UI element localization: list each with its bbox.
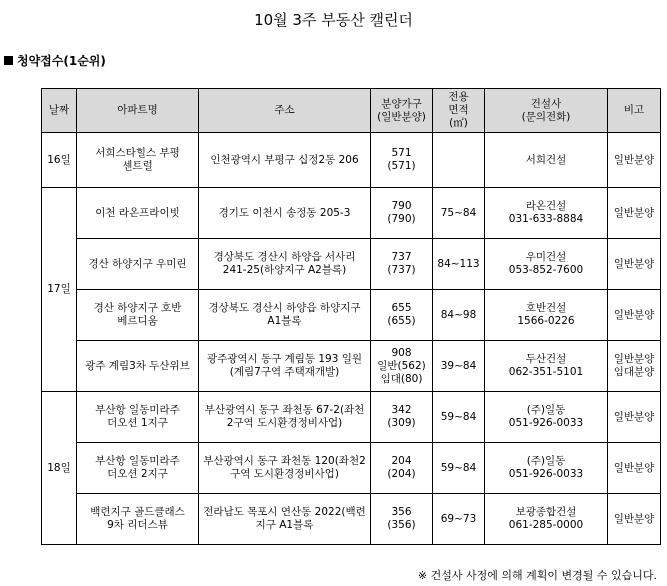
cell-line: (주)일동 — [526, 404, 566, 416]
footer-note: ※ 건설사 사정에 의해 계획이 변경될 수 있습니다. — [417, 569, 657, 582]
cell-line: 571 — [391, 147, 412, 159]
cell-line: 2구역 도시환경정비사업) — [226, 417, 343, 429]
section-heading — [4, 52, 106, 69]
section-label: 청약접수(1순위) — [17, 54, 106, 68]
address-cell — [199, 188, 371, 239]
cell-line: 일반분양 — [613, 257, 655, 270]
builder-cell — [485, 392, 608, 443]
cell-line: (737) — [387, 264, 416, 276]
cell-line: (204) — [387, 468, 416, 480]
cell-line: 일반분양 — [613, 153, 655, 166]
cell-line: 경상북도 경산시 하양읍 하양지구 — [208, 302, 361, 314]
area-cell: 39~84 — [433, 341, 485, 392]
area-cell: 59~84 — [433, 392, 485, 443]
cell-line: 건설사 — [530, 97, 562, 110]
cell-line: (주)일동 — [526, 455, 566, 467]
cell-line: 일반분양 — [613, 353, 655, 365]
cell-line: 더오션 2지구 — [107, 468, 168, 480]
cell-line: 경기도 이천시 송정동 205-3 — [218, 206, 351, 219]
table-row — [42, 494, 661, 545]
address-cell — [199, 341, 371, 392]
cell-line: 부산항 일동미라주 — [95, 404, 180, 416]
cell-line: 임대(80) — [380, 372, 423, 385]
note-cell — [608, 341, 661, 392]
cell-line: 경산 하양지구 호반 — [93, 302, 182, 314]
cell-line: 광주 계림3차 두산위브 — [85, 359, 190, 372]
address-cell — [199, 133, 371, 188]
date-cell: 16일 — [42, 133, 77, 188]
note-cell — [608, 133, 661, 188]
cell-line: 보광종합건설 — [515, 506, 577, 518]
cell-line: 호반건설 — [525, 302, 567, 314]
area-cell — [433, 133, 485, 188]
address-cell — [199, 290, 371, 341]
area-cell: 75~84 — [433, 188, 485, 239]
cell-line: 임대분양 — [613, 366, 655, 378]
supply-cell — [371, 392, 433, 443]
cell-line: 908 — [391, 346, 412, 359]
cell-line: 737 — [391, 251, 412, 263]
cell-line: 061-285-0000 — [508, 519, 584, 531]
header-address: 주소 — [199, 89, 371, 133]
supply-cell — [371, 443, 433, 494]
cell-line: 일반분양 — [613, 461, 655, 474]
date-cell: 18일 — [42, 392, 77, 545]
cell-line: 204 — [391, 455, 412, 467]
table-row — [42, 392, 661, 443]
builder-cell — [485, 341, 608, 392]
table-row — [42, 443, 661, 494]
table-row — [42, 239, 661, 290]
header-date: 날짜 — [42, 89, 77, 133]
cell-line: 경상북도 경산시 하양읍 서사리 — [213, 251, 356, 263]
table-row — [42, 290, 661, 341]
cell-line: 서희스타힐스 부평 — [95, 147, 180, 159]
cell-line: 백련지구 골드클래스 — [90, 506, 185, 518]
note-cell — [608, 239, 661, 290]
cell-line: 경산 하양지구 우미린 — [88, 257, 187, 270]
address-cell — [199, 443, 371, 494]
cell-line: 더오션 1지구 — [107, 417, 168, 429]
note-cell — [608, 188, 661, 239]
cell-line: 241-25(하양지구 A2블록) — [222, 264, 347, 276]
supply-cell — [371, 239, 433, 290]
builder-cell — [485, 443, 608, 494]
supply-cell — [371, 494, 433, 545]
cell-line: 면적 — [448, 104, 469, 116]
header-builder — [485, 89, 608, 133]
cell-line: 인천광역시 부평구 십정2동 206 — [210, 153, 359, 166]
date-cell: 17일 — [42, 188, 77, 392]
address-cell — [199, 239, 371, 290]
cell-line: 전라남도 목포시 연산동 2022(백련 — [203, 506, 366, 518]
page-title: 10월 3주 부동산 캘린더 — [254, 11, 413, 29]
cell-line: 342 — [391, 404, 412, 416]
builder-cell — [485, 290, 608, 341]
cell-line: 일반분양 — [613, 512, 655, 525]
apt-name-cell — [77, 392, 199, 443]
square-bullet-icon — [4, 56, 13, 65]
area-cell: 84~98 — [433, 290, 485, 341]
cell-line: (571) — [387, 160, 416, 172]
builder-cell — [485, 188, 608, 239]
cell-line: 062-351-5101 — [508, 366, 584, 378]
apt-name-cell — [77, 239, 199, 290]
cell-line: 031-633-8884 — [508, 213, 584, 225]
cell-line: 1566-0226 — [517, 315, 575, 327]
apt-name-cell — [77, 188, 199, 239]
apt-name-cell — [77, 133, 199, 188]
cell-line: (계림7구역 주택재개발) — [229, 366, 340, 378]
cell-line: 구역 도시환경정비사업) — [230, 468, 339, 480]
supply-cell — [371, 133, 433, 188]
header-supply — [371, 89, 433, 133]
apt-name-cell — [77, 290, 199, 341]
area-cell: 84~113 — [433, 239, 485, 290]
cell-line: 부산항 일동미라주 — [95, 455, 180, 467]
area-cell: 59~84 — [433, 443, 485, 494]
cell-line: 053-852-7600 — [508, 264, 584, 276]
table-row — [42, 341, 661, 392]
cell-line: 우미건설 — [525, 251, 567, 263]
address-cell — [199, 392, 371, 443]
cell-line: 베르디움 — [117, 315, 158, 327]
note-cell — [608, 392, 661, 443]
cell-line: 전용 — [448, 91, 469, 103]
header-apt-name: 아파트명 — [77, 89, 199, 133]
calendar-table — [41, 88, 661, 545]
cell-line: 일반분양 — [613, 410, 655, 423]
cell-line: 이천 라온프라이빗 — [95, 206, 180, 219]
apt-name-cell — [77, 341, 199, 392]
apt-name-cell — [77, 494, 199, 545]
cell-line: A1블록 — [267, 315, 302, 327]
address-cell — [199, 494, 371, 545]
builder-cell — [485, 494, 608, 545]
cell-line: 051-926-0033 — [508, 468, 584, 480]
header-area — [433, 89, 485, 133]
cell-line: 서희건설 — [525, 153, 567, 166]
cell-line: 356 — [391, 506, 412, 518]
cell-line: 부산광역시 동구 좌천동 67-2(좌천 — [204, 404, 365, 416]
cell-line: 일반분양 — [613, 206, 655, 219]
cell-line: 655 — [391, 302, 412, 314]
cell-line: (655) — [387, 315, 416, 327]
area-cell: 69~73 — [433, 494, 485, 545]
note-cell — [608, 443, 661, 494]
cell-line: (㎡) — [449, 117, 468, 129]
cell-line: 분양가구 — [381, 97, 422, 110]
cell-line: 센트럴 — [122, 160, 153, 172]
cell-line: 051-926-0033 — [508, 417, 584, 429]
cell-line: 광주광역시 동구 계림동 193 일원 — [206, 353, 363, 365]
cell-line: 일반분양 — [613, 308, 655, 321]
cell-line: 두산건설 — [525, 353, 567, 365]
cell-line: 부산광역시 동구 좌천동 120(좌천2 — [203, 455, 366, 467]
table-row — [42, 188, 661, 239]
supply-cell — [371, 188, 433, 239]
supply-cell — [371, 341, 433, 392]
cell-line: 9차 리더스뷰 — [107, 519, 168, 531]
cell-line: 라온건설 — [525, 200, 567, 212]
note-cell — [608, 494, 661, 545]
builder-cell — [485, 133, 608, 188]
cell-line: (356) — [387, 519, 416, 531]
header-note: 비고 — [608, 89, 661, 133]
note-cell — [608, 290, 661, 341]
cell-line: (309) — [387, 417, 416, 429]
supply-cell — [371, 290, 433, 341]
cell-line: (일반분양) — [377, 110, 426, 123]
header-row — [42, 89, 661, 133]
cell-line: 일반(562) — [377, 359, 426, 372]
cell-line: (문의전화) — [521, 110, 571, 123]
cell-line: (790) — [387, 213, 416, 225]
builder-cell — [485, 239, 608, 290]
table-row — [42, 133, 661, 188]
cell-line: 지구 A1블록 — [255, 519, 314, 531]
cell-line: 790 — [391, 200, 412, 212]
apt-name-cell — [77, 443, 199, 494]
